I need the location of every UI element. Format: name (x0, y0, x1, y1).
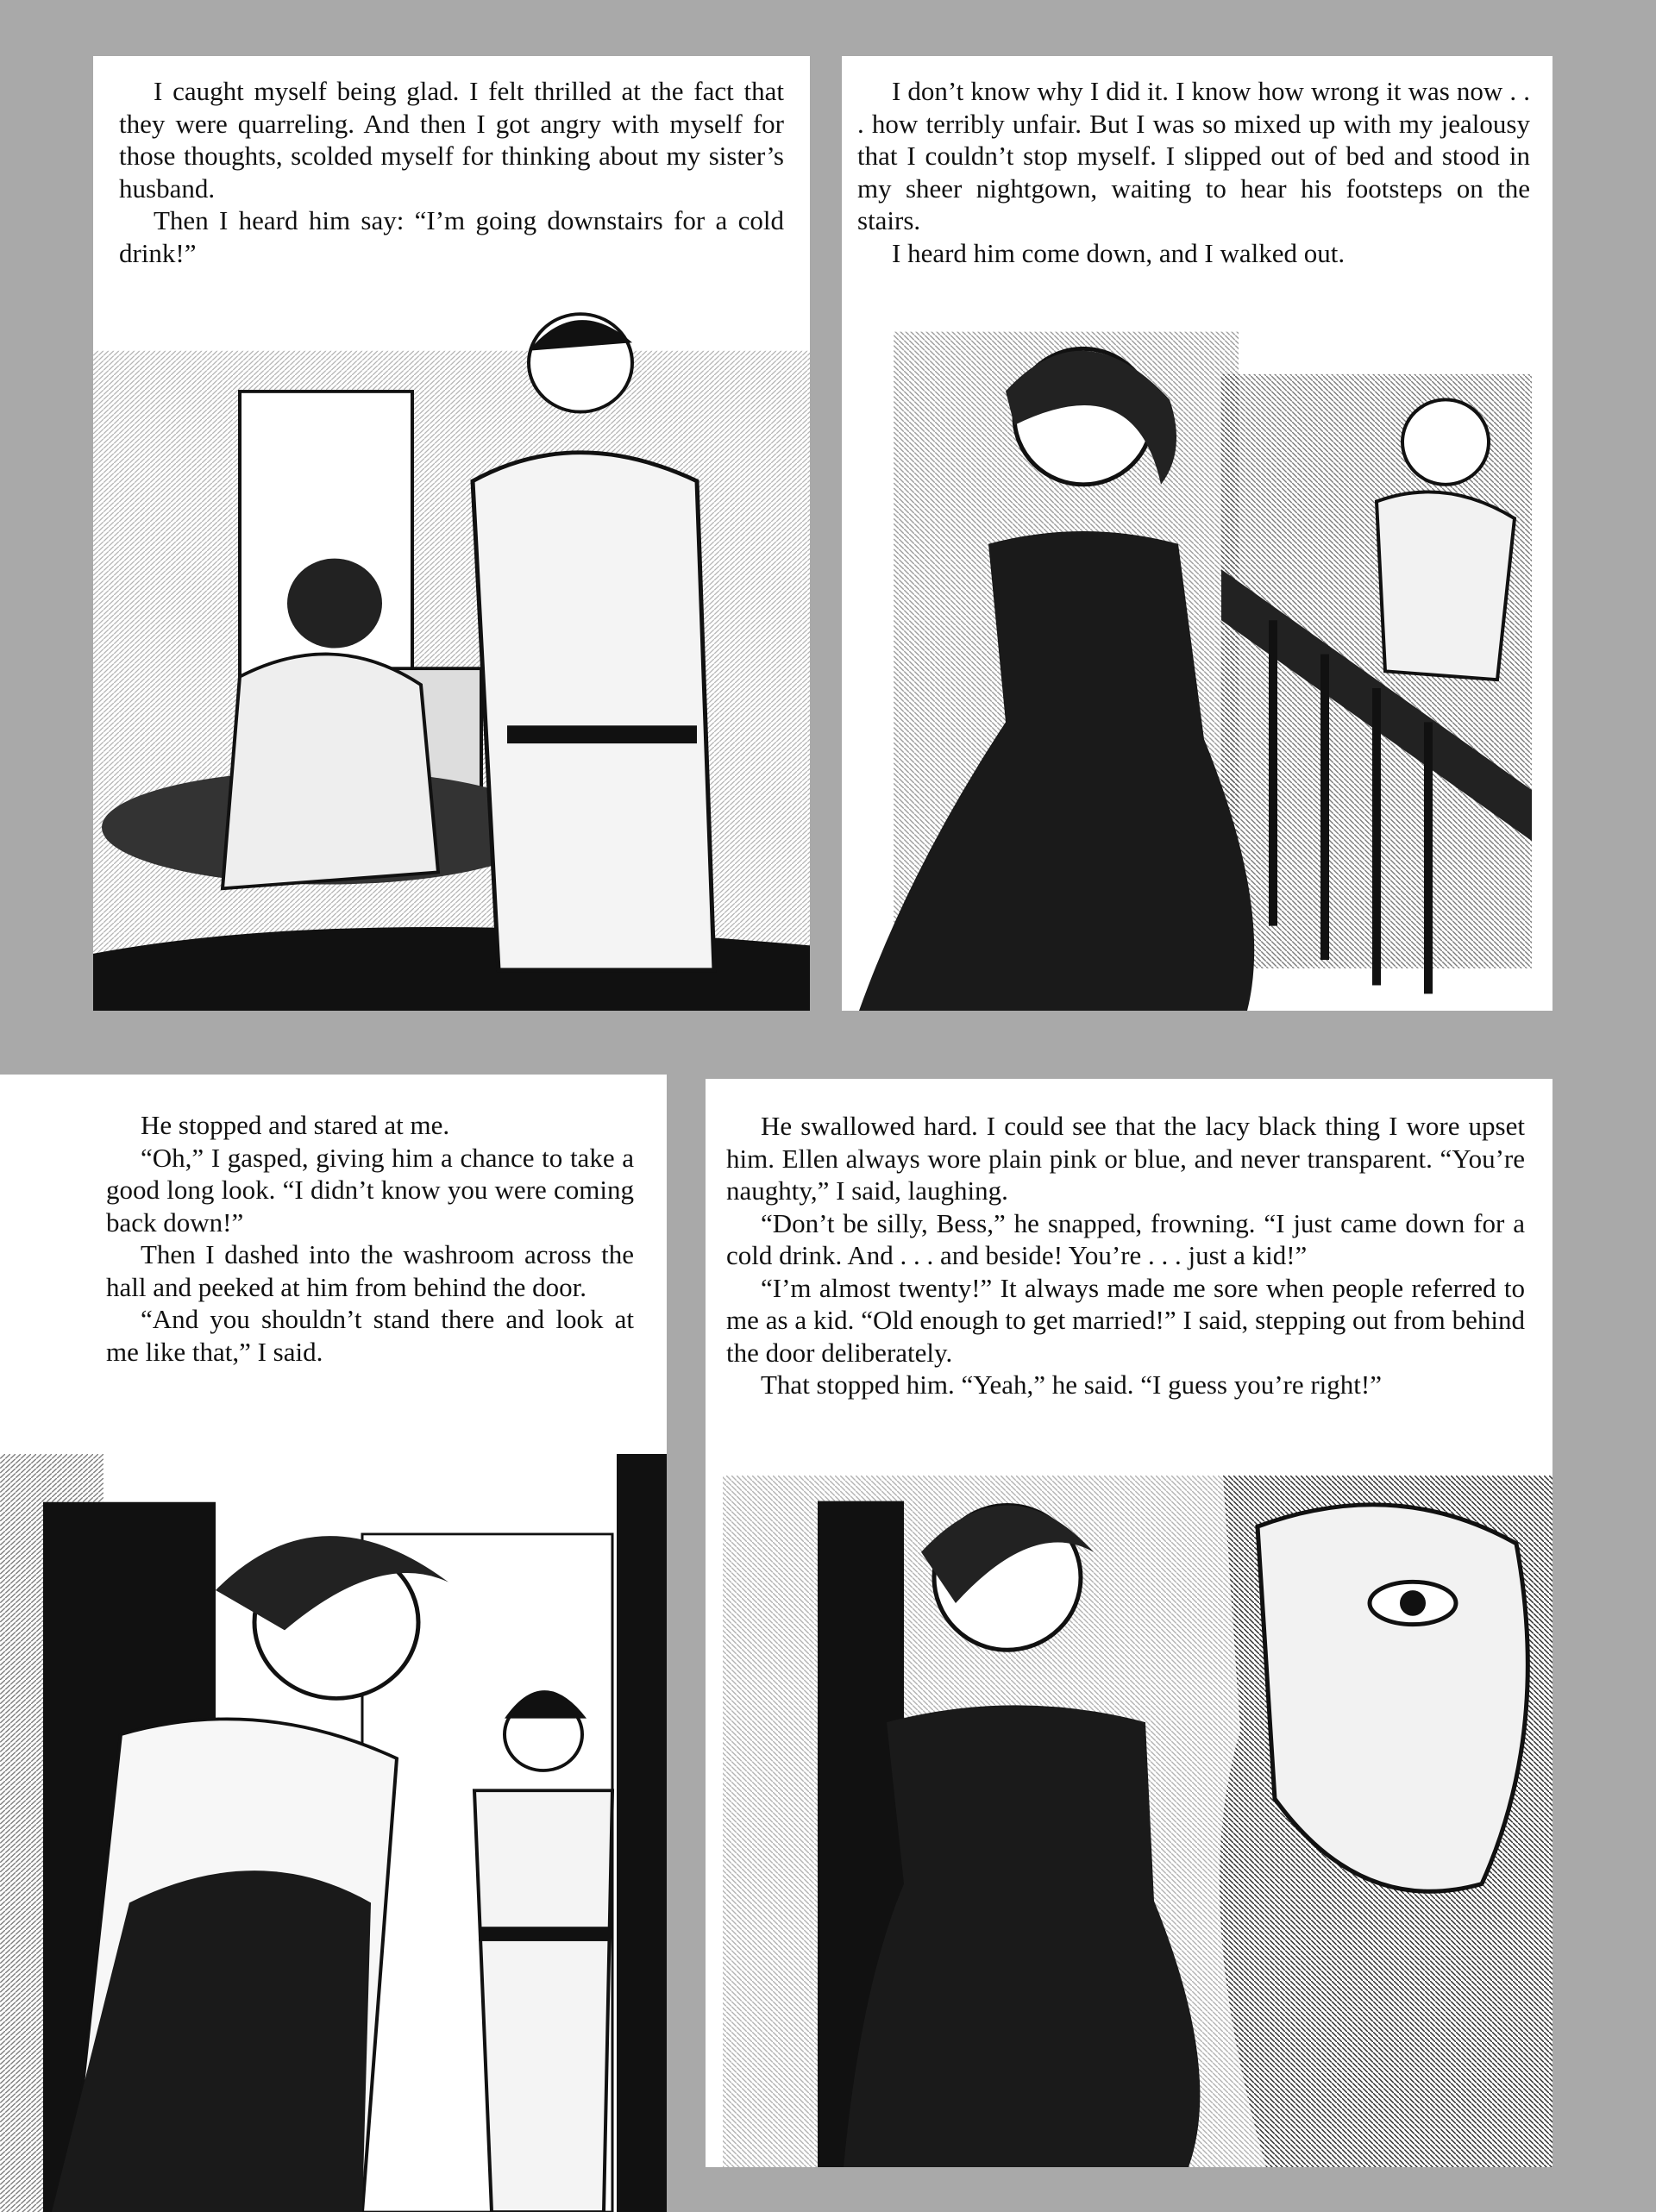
caption-paragraph: He stopped and stared at me. (141, 1110, 450, 1140)
comic-panel-4 (706, 1079, 1552, 2167)
caption-paragraph: “Don’t be silly, Bess,” he snapped, frowning. “I just came down for a cold drink. And . . . and beside! You’re . . . just a kid!” (726, 1207, 1525, 1270)
illustration-woman-on-stairs (842, 315, 1552, 1011)
illustration-couple-bedroom (93, 302, 810, 1011)
illustration-woman-and-man-closeup (706, 1476, 1552, 2167)
panel-3-caption (106, 1109, 634, 1368)
caption-paragraph: “I’m almost twenty!” It always made me sore when people referred to me as a kid. “Old enough to get married!” I said, stepping out from behind the door deliberately. (726, 1272, 1525, 1368)
caption-paragraph: That stopped him. “Yeah,” he said. “I guess you’re right!” (761, 1369, 1382, 1400)
comic-panel-2 (842, 56, 1552, 1011)
caption-paragraph: Then I dashed into the washroom across the hall and peeked at him from behind the door. (106, 1239, 634, 1302)
panel-2-caption (857, 75, 1530, 269)
caption-paragraph: Then I heard him say: “I’m going downstairs for a cold drink!” (119, 205, 784, 268)
panel-1-caption (119, 75, 784, 269)
caption-paragraph: “And you shouldn’t stand there and look at me like that,” I said. (106, 1304, 634, 1367)
caption-paragraph: I caught myself being glad. I felt thrilled at the fact that they were quarreling. And then I got angry with myself for those thoughts, scolded myself for thinking about my sister’s husband. (119, 76, 784, 204)
illustration-woman-behind-door (0, 1454, 667, 2212)
caption-paragraph: “Oh,” I gasped, giving him a chance to take a good long look. “I didn’t know you were coming back down!” (106, 1142, 634, 1238)
comic-panel-3 (0, 1075, 667, 2212)
panel-4-caption (726, 1110, 1525, 1401)
caption-paragraph: I heard him come down, and I walked out. (892, 237, 1346, 268)
caption-paragraph: He swallowed hard. I could see that the lacy black thing I wore upset him. Ellen always wore plain pink or blue, and never transparent. “You’re naughty,” I said, laughing. (726, 1111, 1525, 1206)
caption-paragraph: I don’t know why I did it. I know how wrong it was now . . . how terribly unfair. But I was so mixed up with my jealousy that I couldn’t stop myself. I slipped out of bed and stood in my sheer nightgown, waiting to hear his footsteps on the stairs. (857, 76, 1530, 235)
comic-panel-1 (93, 56, 810, 1011)
